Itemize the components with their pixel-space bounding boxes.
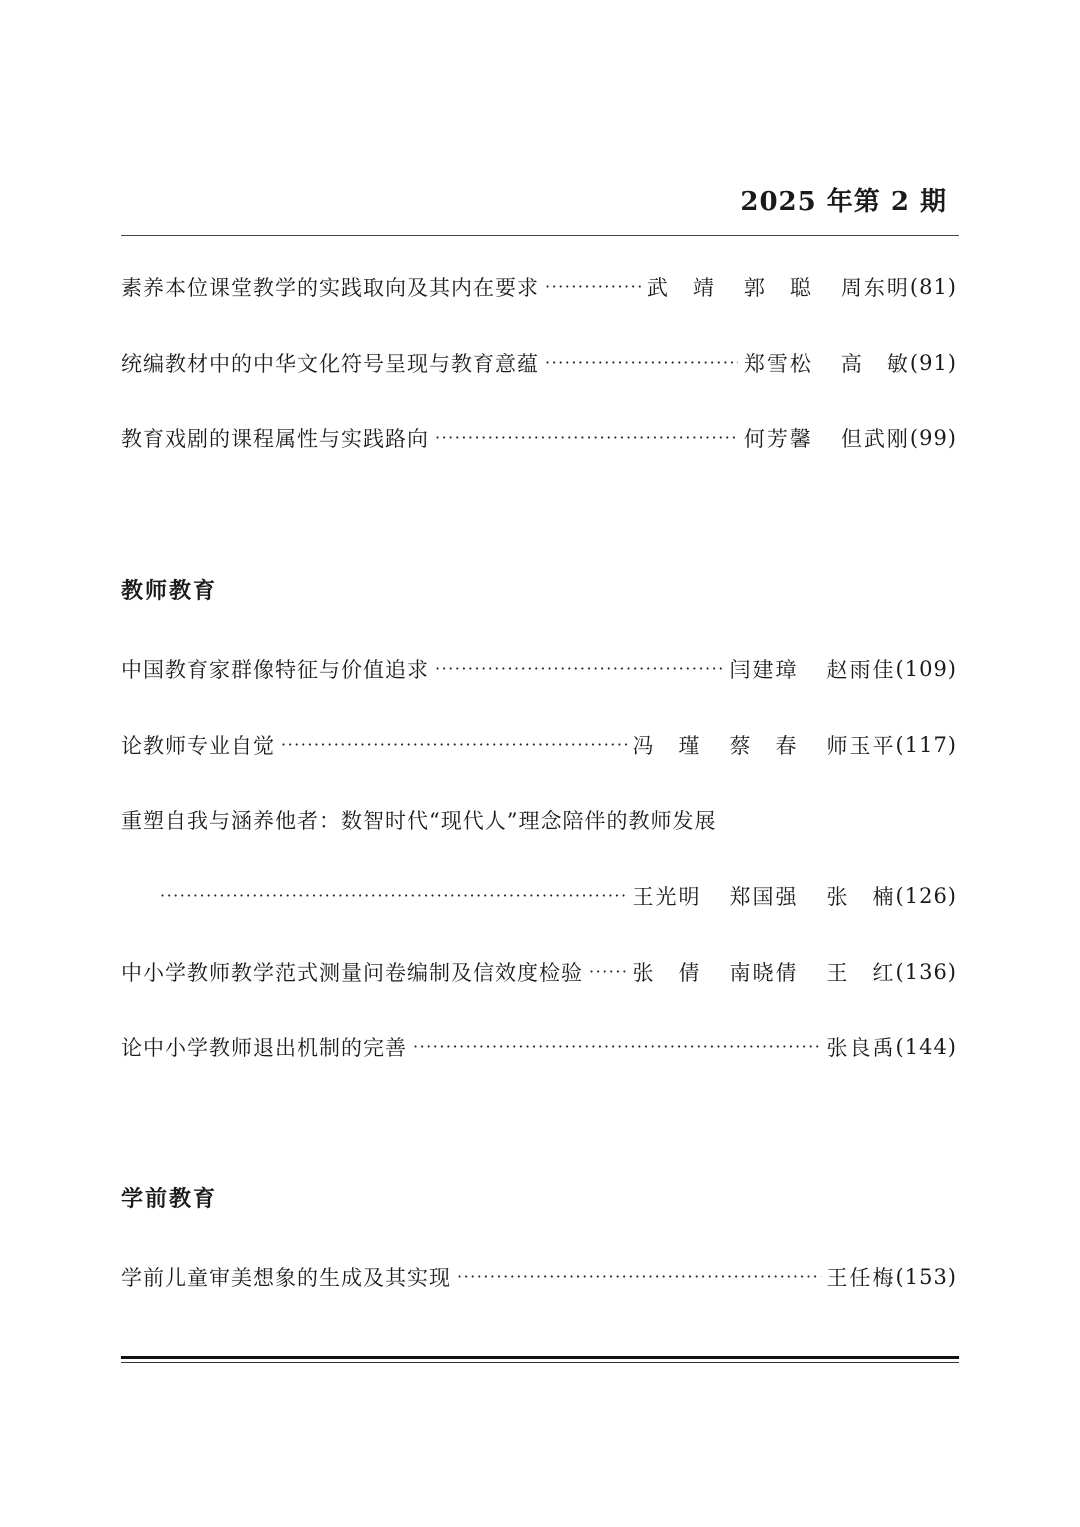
author: 冯 瑾	[632, 734, 702, 758]
author: 郑国强	[729, 885, 799, 909]
entry-title: 中国教育家群像特征与价值追求	[121, 658, 429, 682]
entry-authors	[647, 272, 910, 302]
issue-number: 2025 年第 2 期	[740, 187, 947, 217]
dot-leader	[413, 1027, 821, 1067]
toc-entry[interactable]	[121, 418, 957, 458]
entry-title: 论教师专业自觉	[121, 734, 275, 758]
entry-title: 素养本位课堂教学的实践取向及其内在要求	[121, 276, 539, 300]
section-heading: 学前教育	[121, 1187, 218, 1212]
author: 蔡 春	[729, 734, 799, 758]
dot-leader	[545, 343, 738, 383]
author: 王任梅	[826, 1266, 896, 1290]
author: 郑雪松	[743, 352, 813, 376]
entry-title: 论中小学教师退出机制的完善	[121, 1036, 407, 1060]
author: 周东明	[840, 276, 910, 300]
toc-entry[interactable]	[121, 952, 957, 992]
entry-title: 学前儿童审美想象的生成及其实现	[121, 1266, 451, 1290]
dot-leader	[435, 649, 724, 689]
author: 王 红	[826, 961, 896, 985]
entry-authors	[633, 730, 896, 760]
toc-entry-continuation[interactable]	[160, 876, 957, 916]
footer-divider-thin	[121, 1362, 959, 1363]
author: 闫建璋	[729, 658, 799, 682]
entry-authors	[744, 348, 910, 378]
entry-authors	[744, 423, 910, 453]
header-divider	[121, 235, 959, 236]
page-number: (99)	[909, 426, 957, 450]
author: 但武刚	[840, 427, 910, 451]
dot-leader	[435, 418, 738, 458]
dot-leader	[545, 267, 641, 307]
author: 师玉平	[826, 734, 896, 758]
page-number: (126)	[895, 884, 957, 908]
page-number: (136)	[895, 960, 957, 984]
page-number: (153)	[895, 1265, 957, 1289]
page-number: (144)	[895, 1035, 957, 1059]
author: 高 敏	[840, 352, 910, 376]
author: 何芳馨	[743, 427, 813, 451]
author: 张 楠	[826, 885, 896, 909]
toc-entry[interactable]	[121, 1257, 957, 1297]
dot-leader	[281, 725, 627, 765]
page-number: (109)	[895, 657, 957, 681]
entry-authors	[633, 957, 896, 987]
page-number: (117)	[895, 733, 957, 757]
toc-entry[interactable]	[121, 725, 957, 765]
author: 张良禹	[826, 1036, 896, 1060]
author: 张 倩	[632, 961, 702, 985]
author: 郭 聪	[743, 276, 813, 300]
author: 赵雨佳	[826, 658, 896, 682]
entry-title: 统编教材中的中华文化符号呈现与教育意蕴	[121, 352, 539, 376]
dot-leader	[457, 1257, 821, 1297]
footer-divider-thick	[121, 1356, 959, 1359]
entry-authors	[633, 881, 896, 911]
dot-leader	[589, 952, 627, 992]
section-heading: 教师教育	[121, 579, 218, 604]
page-number: (81)	[909, 275, 957, 299]
toc-entry[interactable]	[121, 343, 957, 383]
entry-title[interactable]: 重塑自我与涵养他者：数智时代“现代人”理念陪伴的教师发展	[121, 809, 717, 833]
toc-entry[interactable]	[121, 649, 957, 689]
entry-title: 教育戏剧的课程属性与实践路向	[121, 427, 429, 451]
author: 武 靖	[646, 276, 716, 300]
dot-leader	[160, 876, 627, 916]
author: 南晓倩	[729, 961, 799, 985]
entry-title: 中小学教师教学范式测量问卷编制及信效度检验	[121, 961, 583, 985]
page-number: (91)	[909, 351, 957, 375]
toc-entry[interactable]	[121, 1027, 957, 1067]
entry-authors	[827, 1262, 896, 1292]
entry-authors	[730, 654, 896, 684]
toc-entry[interactable]	[121, 267, 957, 307]
entry-authors	[827, 1032, 896, 1062]
author: 王光明	[632, 885, 702, 909]
